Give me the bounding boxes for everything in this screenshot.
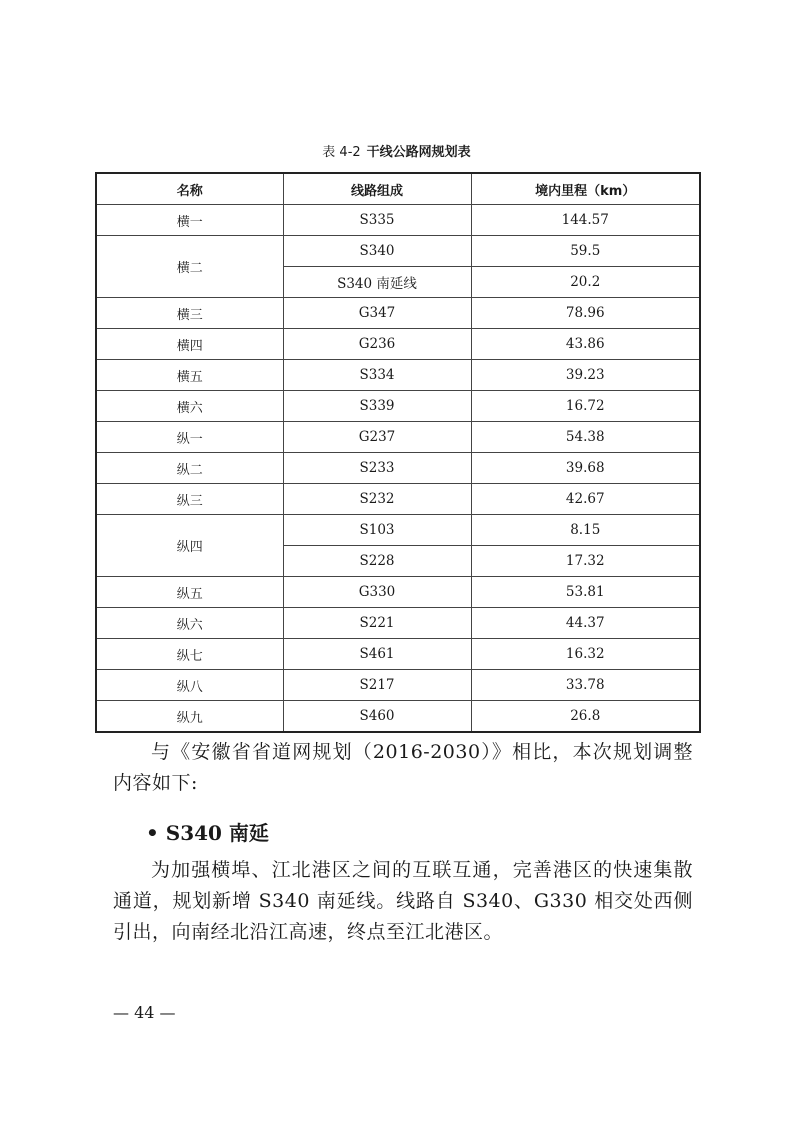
cell-mileage: 78.96 bbox=[471, 298, 700, 329]
table-row bbox=[96, 577, 700, 608]
table-row bbox=[96, 484, 700, 515]
table-row bbox=[96, 298, 700, 329]
cell-road-code: S217 bbox=[283, 670, 471, 701]
cell-mileage: 26.8 bbox=[471, 701, 700, 733]
table-row bbox=[96, 391, 700, 422]
table-caption bbox=[0, 141, 793, 160]
bullet-heading: S340 南延 bbox=[165, 821, 269, 845]
cell-road-code: S228 bbox=[283, 546, 471, 577]
cell-route-name: 横三 bbox=[96, 298, 283, 329]
cell-route-name: 横二 bbox=[96, 236, 283, 298]
cell-route-name: 纵六 bbox=[96, 608, 283, 639]
cell-road-code: S461 bbox=[283, 639, 471, 670]
table-row bbox=[96, 329, 700, 360]
cell-route-name: 纵二 bbox=[96, 453, 283, 484]
cell-road-code: S339 bbox=[283, 391, 471, 422]
table-row bbox=[96, 670, 700, 701]
cell-road-code: S340 南延线 bbox=[283, 267, 471, 298]
cell-mileage: 54.38 bbox=[471, 422, 700, 453]
road-network-table bbox=[95, 172, 701, 733]
cell-route-name: 纵九 bbox=[96, 701, 283, 733]
table-body bbox=[96, 205, 700, 733]
cell-mileage: 53.81 bbox=[471, 577, 700, 608]
cell-road-code: S233 bbox=[283, 453, 471, 484]
cell-mileage: 42.67 bbox=[471, 484, 700, 515]
table-row bbox=[96, 236, 700, 267]
cell-road-code: S335 bbox=[283, 205, 471, 236]
paragraph-s340-extension: 为加强横埠、江北港区之间的互联互通，完善港区的快速集散通道，规划新增 S340 南延线。线路自 S340、G330 相交处西侧引出，向南经北沿江高速，终点至江北港区。 bbox=[113, 859, 693, 943]
cell-mileage: 39.68 bbox=[471, 453, 700, 484]
cell-route-name: 横六 bbox=[96, 391, 283, 422]
section-bullet bbox=[146, 817, 269, 846]
cell-mileage: 43.86 bbox=[471, 329, 700, 360]
table-header-row bbox=[96, 173, 700, 205]
table-number: 表 4-2 bbox=[322, 145, 361, 160]
cell-route-name: 纵七 bbox=[96, 639, 283, 670]
cell-route-name: 纵一 bbox=[96, 422, 283, 453]
cell-route-name: 纵五 bbox=[96, 577, 283, 608]
table-row bbox=[96, 515, 700, 546]
cell-road-code: G330 bbox=[283, 577, 471, 608]
cell-mileage: 16.72 bbox=[471, 391, 700, 422]
table-row bbox=[96, 205, 700, 236]
page-number: — 44 — bbox=[113, 1003, 176, 1022]
cell-route-name: 横四 bbox=[96, 329, 283, 360]
table-row bbox=[96, 422, 700, 453]
cell-mileage: 44.37 bbox=[471, 608, 700, 639]
cell-mileage: 33.78 bbox=[471, 670, 700, 701]
cell-road-code: S103 bbox=[283, 515, 471, 546]
cell-mileage: 39.23 bbox=[471, 360, 700, 391]
cell-mileage: 59.5 bbox=[471, 236, 700, 267]
cell-mileage: 20.2 bbox=[471, 267, 700, 298]
cell-route-name: 横一 bbox=[96, 205, 283, 236]
table-row bbox=[96, 639, 700, 670]
cell-road-code: G237 bbox=[283, 422, 471, 453]
table-row bbox=[96, 701, 700, 733]
cell-mileage: 8.15 bbox=[471, 515, 700, 546]
cell-route-name: 纵八 bbox=[96, 670, 283, 701]
cell-road-code: S460 bbox=[283, 701, 471, 733]
bullet-symbol: • bbox=[146, 821, 159, 845]
header-name: 名称 bbox=[96, 173, 283, 205]
table-row bbox=[96, 453, 700, 484]
header-mileage: 境内里程（km） bbox=[471, 173, 700, 205]
cell-road-code: S221 bbox=[283, 608, 471, 639]
cell-mileage: 17.32 bbox=[471, 546, 700, 577]
cell-route-name: 纵四 bbox=[96, 515, 283, 577]
cell-road-code: S334 bbox=[283, 360, 471, 391]
cell-mileage: 16.32 bbox=[471, 639, 700, 670]
cell-route-name: 横五 bbox=[96, 360, 283, 391]
cell-route-name: 纵三 bbox=[96, 484, 283, 515]
table-row bbox=[96, 608, 700, 639]
cell-road-code: S340 bbox=[283, 236, 471, 267]
cell-mileage: 144.57 bbox=[471, 205, 700, 236]
cell-road-code: G347 bbox=[283, 298, 471, 329]
cell-road-code: S232 bbox=[283, 484, 471, 515]
paragraph-adjustment-intro: 与《安徽省省道网规划（2016-2030）》相比，本次规划调整内容如下: bbox=[113, 741, 693, 794]
table-row bbox=[96, 360, 700, 391]
cell-road-code: G236 bbox=[283, 329, 471, 360]
header-routes: 线路组成 bbox=[283, 173, 471, 205]
table-title: 干线公路网规划表 bbox=[366, 145, 471, 160]
